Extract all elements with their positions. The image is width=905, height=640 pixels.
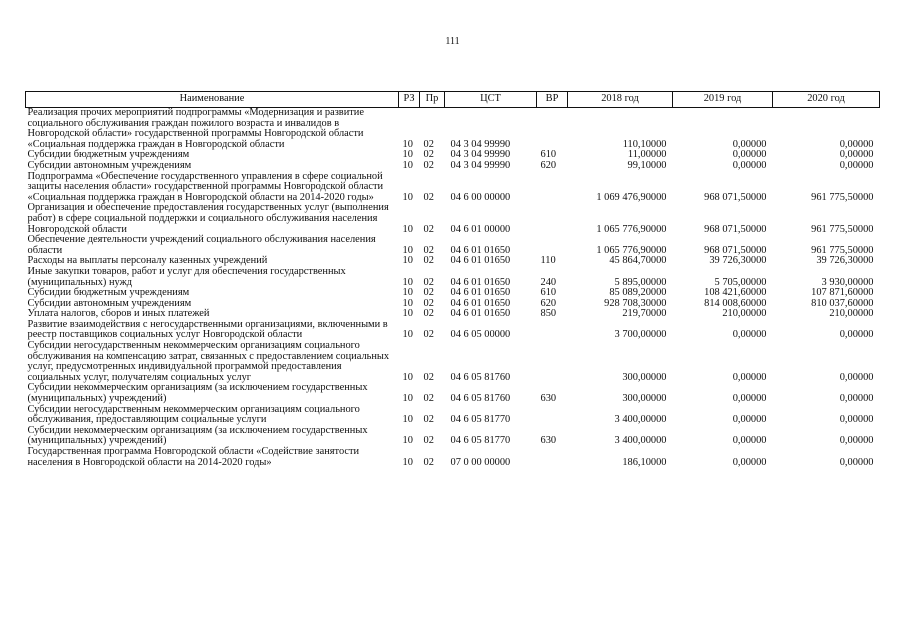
row-value-2019: 0,00000 <box>732 149 767 161</box>
row-cst: 04 6 01 01650 <box>450 297 511 309</box>
row-pr: 02 <box>423 191 434 203</box>
table-row <box>26 172 880 204</box>
row-value-2018: 85 089,20000 <box>609 287 667 299</box>
row-value-2019: 0,00000 <box>732 138 767 150</box>
header-2020: 2020 год <box>773 92 880 108</box>
row-value-2018: 300,00000 <box>622 393 667 405</box>
row-pr: 02 <box>423 149 434 161</box>
budget-table <box>25 91 880 468</box>
row-value-2018: 45 864,70000 <box>609 255 667 267</box>
row-value-2020: 0,00000 <box>839 414 874 426</box>
row-value-2018: 3 700,00000 <box>614 329 667 341</box>
row-cst: 04 6 05 00000 <box>450 329 511 341</box>
row-value-2020: 210,00000 <box>829 308 874 320</box>
row-pr: 02 <box>423 276 434 288</box>
row-name: Субсидии автономным учреждениям <box>27 159 192 171</box>
row-vr: 630 <box>540 393 557 405</box>
row-cst: 04 6 01 00000 <box>450 223 511 235</box>
row-value-2020: 961 775,50000 <box>811 223 874 235</box>
row-rz: 10 <box>402 414 413 426</box>
row-name: Иные закупки товаров, работ и услуг для обеспечения государственных (муниципальных) нужд <box>27 265 346 288</box>
row-value-2020: 0,00000 <box>839 138 874 150</box>
header-name: Наименование <box>26 92 399 108</box>
row-pr: 02 <box>423 308 434 320</box>
row-vr: 850 <box>540 308 557 320</box>
row-name: Субсидии негосударственным некоммерческим организациям социального обслуживания, предоставляющим социальные услуги <box>27 403 360 426</box>
row-rz: 10 <box>402 191 413 203</box>
header-2018: 2018 год <box>568 92 673 108</box>
row-vr <box>537 341 568 383</box>
row-value-2018: 110,10000 <box>622 138 667 150</box>
table-row <box>26 341 880 383</box>
row-value-2019: 0,00000 <box>732 371 767 383</box>
row-name: Субсидии некоммерческим организациям (за исключением государственных (муниципальных) учреждений) <box>27 424 368 447</box>
table-row <box>26 267 880 288</box>
row-name: Уплата налогов, сборов и иных платежей <box>27 308 210 320</box>
row-pr: 02 <box>423 435 434 447</box>
row-pr: 02 <box>423 287 434 299</box>
row-value-2019: 814 008,60000 <box>704 297 767 309</box>
row-name: Реализация прочих мероприятий подпрограммы «Модернизация и развитие социального обслуживания граждан пожилого возраста и инвалидов в Новгородской области» государственной программы Новгородской области «Социальная поддержка граждан в Новгородской области <box>27 107 364 150</box>
row-value-2018: 186,10000 <box>622 456 667 468</box>
row-vr: 630 <box>540 435 557 447</box>
header-vr: ВР <box>537 92 568 108</box>
row-vr <box>537 172 568 204</box>
row-cst: 04 6 01 01650 <box>450 255 511 267</box>
row-value-2019: 968 071,50000 <box>704 223 767 235</box>
row-cst: 04 6 05 81760 <box>450 371 511 383</box>
row-pr: 02 <box>423 393 434 405</box>
row-value-2020: 107 871,60000 <box>811 287 874 299</box>
row-value-2018: 3 400,00000 <box>614 414 667 426</box>
row-rz: 10 <box>402 456 413 468</box>
row-cst: 04 3 04 99990 <box>450 149 511 161</box>
row-vr: 610 <box>540 287 557 299</box>
page-number: 111 <box>445 36 460 47</box>
row-name: Субсидии негосударственным некоммерческим организациям социального обслуживания на компенсацию затрат, связанных с предоставлением социальных услуг, предусмотренных индивидуальной программой предоставления социальных услуг, получателям социальных услуг <box>27 340 390 383</box>
table-row <box>26 203 880 235</box>
row-value-2020: 961 775,50000 <box>811 191 874 203</box>
row-value-2020: 39 726,30000 <box>816 255 874 267</box>
row-value-2019: 0,00000 <box>732 414 767 426</box>
row-value-2018: 11,00000 <box>627 149 667 161</box>
table-row <box>26 161 880 172</box>
header-pr: Пр <box>420 92 445 108</box>
row-value-2018: 5 895,00000 <box>614 276 667 288</box>
row-value-2020: 810 037,60000 <box>811 297 874 309</box>
table-header <box>26 92 880 108</box>
row-cst: 04 6 00 00000 <box>450 191 511 203</box>
row-value-2020: 0,00000 <box>839 149 874 161</box>
row-value-2018: 1 065 776,90000 <box>596 223 667 235</box>
header-2019: 2019 год <box>673 92 773 108</box>
row-cst: 04 6 05 81770 <box>450 414 511 426</box>
row-value-2019: 968 071,50000 <box>704 191 767 203</box>
table-row <box>26 426 880 447</box>
row-value-2020: 0,00000 <box>839 371 874 383</box>
row-vr <box>537 405 568 426</box>
row-value-2019: 108 421,60000 <box>704 287 767 299</box>
row-value-2018: 300,00000 <box>622 371 667 383</box>
row-vr <box>537 235 568 256</box>
row-pr: 02 <box>423 456 434 468</box>
row-value-2019: 39 726,30000 <box>709 255 767 267</box>
row-name: Субсидии некоммерческим организациям (за исключением государственных (муниципальных) учреждений) <box>27 382 368 405</box>
row-rz: 10 <box>402 393 413 405</box>
row-pr: 02 <box>423 297 434 309</box>
row-value-2019: 0,00000 <box>732 159 767 171</box>
row-name: Субсидии автономным учреждениям <box>27 297 192 309</box>
row-rz: 10 <box>402 138 413 150</box>
row-pr: 02 <box>423 371 434 383</box>
row-cst: 04 3 04 99990 <box>450 138 511 150</box>
row-value-2019: 0,00000 <box>732 393 767 405</box>
row-cst: 04 6 01 01650 <box>450 244 511 256</box>
row-value-2019: 0,00000 <box>732 329 767 341</box>
table-body <box>26 108 880 469</box>
row-rz: 10 <box>402 308 413 320</box>
header-cst: ЦСТ <box>445 92 537 108</box>
row-pr: 02 <box>423 138 434 150</box>
row-vr <box>537 320 568 341</box>
row-value-2020: 961 775,50000 <box>811 244 874 256</box>
row-vr: 110 <box>540 255 556 267</box>
row-rz: 10 <box>402 244 413 256</box>
row-vr: 240 <box>540 276 557 288</box>
row-name: Организация и обеспечение предоставления государственных услуг (выполнения работ) в сфере социальной поддержки и социального обслуживания населения Новгородской области <box>27 202 389 235</box>
row-rz: 10 <box>402 435 413 447</box>
header-rz: РЗ <box>399 92 420 108</box>
row-value-2019: 0,00000 <box>732 456 767 468</box>
row-name: Подпрограмма «Обеспечение государственного управления в сфере социальной защиты населения области» государственной программы Новгородской области «Социальная поддержка граждан в Новгородской области на 2014-2020 годы» <box>27 170 384 203</box>
row-name: Обеспечение деятельности учреждений социального обслуживания населения области <box>27 234 376 256</box>
row-pr: 02 <box>423 223 434 235</box>
row-rz: 10 <box>402 149 413 161</box>
row-pr: 02 <box>423 159 434 171</box>
row-value-2020: 0,00000 <box>839 329 874 341</box>
row-rz: 10 <box>402 255 413 267</box>
row-cst: 04 6 01 01650 <box>450 287 511 299</box>
table-row <box>26 383 880 404</box>
row-value-2018: 1 065 776,90000 <box>596 244 667 256</box>
row-pr: 02 <box>423 255 434 267</box>
row-value-2018: 928 708,30000 <box>604 297 667 309</box>
row-rz: 10 <box>402 297 413 309</box>
row-name: Субсидии бюджетным учреждениям <box>27 287 190 299</box>
row-pr: 02 <box>423 329 434 341</box>
row-vr <box>537 203 568 235</box>
row-value-2019: 0,00000 <box>732 435 767 447</box>
row-vr <box>537 447 568 468</box>
table-row <box>26 320 880 341</box>
row-rz: 10 <box>402 371 413 383</box>
row-vr: 620 <box>540 159 557 171</box>
row-vr: 610 <box>540 149 557 161</box>
row-name: Расходы на выплаты персоналу казенных учреждений <box>27 255 268 267</box>
row-value-2020: 0,00000 <box>839 393 874 405</box>
row-name: Государственная программа Новгородской области «Содействие занятости населения в Новгородской области на 2014-2020 годы» <box>27 446 360 468</box>
row-pr: 02 <box>423 414 434 426</box>
row-cst: 04 6 01 01650 <box>450 276 511 288</box>
row-value-2018: 219,70000 <box>622 308 667 320</box>
row-value-2019: 210,00000 <box>722 308 767 320</box>
row-value-2020: 3 930,00000 <box>821 276 874 288</box>
row-cst: 04 6 05 81760 <box>450 393 511 405</box>
row-value-2020: 0,00000 <box>839 435 874 447</box>
row-rz: 10 <box>402 159 413 171</box>
row-vr: 620 <box>540 297 557 309</box>
table-row <box>26 235 880 256</box>
row-cst: 07 0 00 00000 <box>450 456 511 468</box>
row-value-2018: 1 069 476,90000 <box>596 191 667 203</box>
row-rz: 10 <box>402 329 413 341</box>
row-rz: 10 <box>402 276 413 288</box>
table-row <box>26 405 880 426</box>
row-vr <box>537 108 568 151</box>
row-cst: 04 6 05 81770 <box>450 435 511 447</box>
table-row <box>26 108 880 151</box>
table-row <box>26 447 880 468</box>
row-value-2019: 5 705,00000 <box>714 276 767 288</box>
row-cst: 04 3 04 99990 <box>450 159 511 171</box>
row-rz: 10 <box>402 223 413 235</box>
row-name: Развитие взаимодействия с негосударственными организациями, включенными в реестр поставщиков социальных услуг Новгородской области <box>27 318 388 341</box>
row-pr: 02 <box>423 244 434 256</box>
row-value-2018: 99,10000 <box>627 159 667 171</box>
row-rz: 10 <box>402 287 413 299</box>
row-value-2020: 0,00000 <box>839 456 874 468</box>
row-value-2020: 0,00000 <box>839 159 874 171</box>
row-name: Субсидии бюджетным учреждениям <box>27 149 190 161</box>
row-cst: 04 6 01 01650 <box>450 308 511 320</box>
row-value-2018: 3 400,00000 <box>614 435 667 447</box>
row-value-2019: 968 071,50000 <box>704 244 767 256</box>
